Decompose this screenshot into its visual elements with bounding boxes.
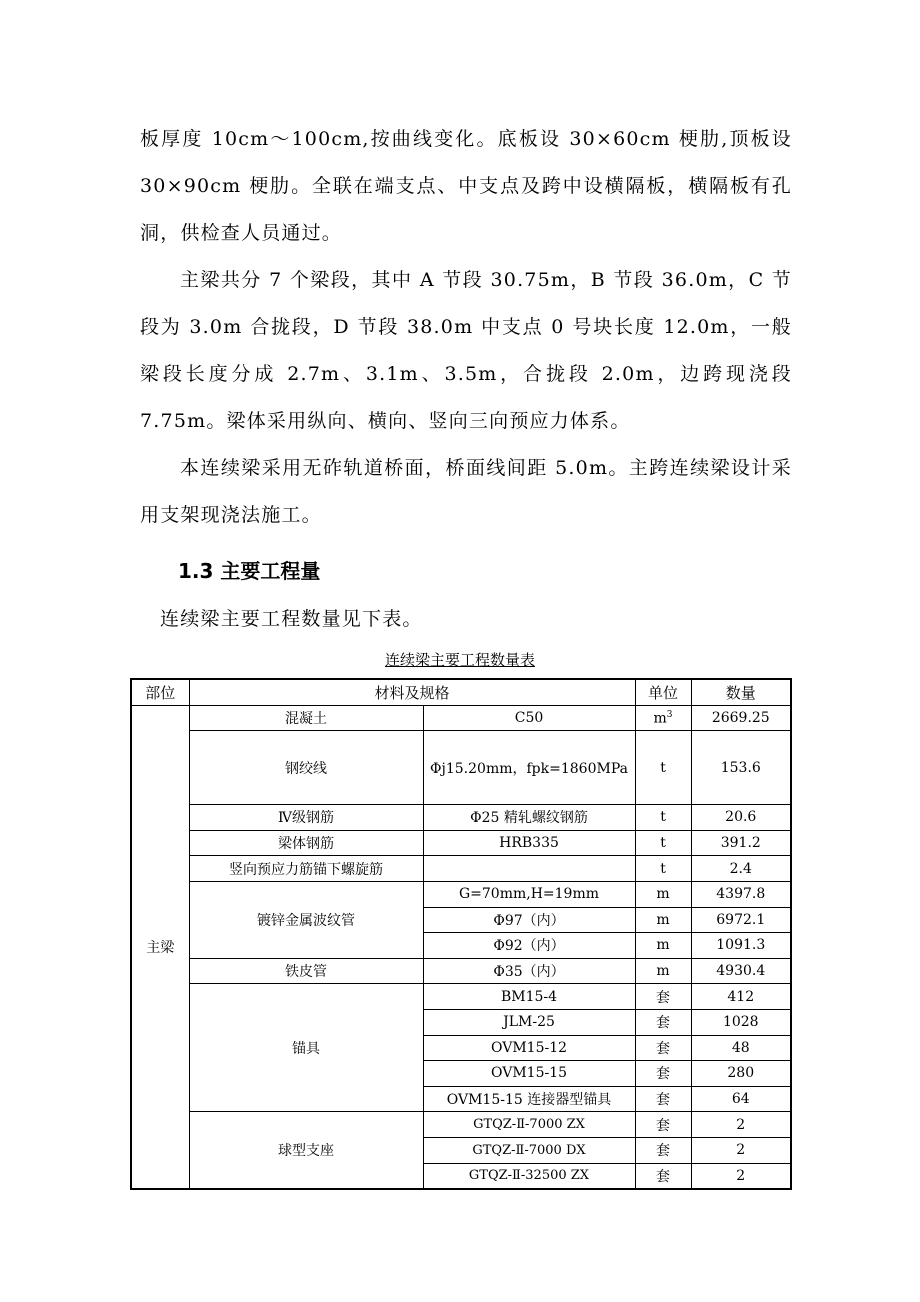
spec-cell: G=70mm,H=19mm [423,881,635,907]
quantity-cell: 280 [691,1061,791,1087]
unit-cell: 套 [635,1035,691,1061]
spec-cell [423,856,635,882]
spec-cell: Φ25 精轧螺纹钢筋 [423,805,635,831]
quantity-cell: 6972.1 [691,907,791,933]
intro-text: 连续梁主要工程数量见下表。 [160,608,423,630]
unit-cell: 套 [635,1061,691,1087]
material-cell: 铁皮管 [189,958,423,984]
unit-cell: t [635,731,691,805]
header-material: 材料及规格 [189,679,635,705]
spec-cell: Φj15.20mm，fpk=1860MPa [423,731,635,805]
quantity-cell: 64 [691,1086,791,1112]
spec-cell: GTQZ-Ⅱ-32500 ZX [423,1163,635,1189]
unit-cell: m [635,933,691,959]
unit-cell: m [635,958,691,984]
quantity-cell: 2 [691,1163,791,1189]
material-cell: 镀锌金属波纹管 [189,881,423,958]
table-row [131,958,791,984]
unit-cell: 套 [635,1086,691,1112]
section-heading: 1.3 主要工程量 [178,559,321,583]
quantity-cell: 2.4 [691,856,791,882]
spec-cell: GTQZ-Ⅱ-7000 ZX [423,1112,635,1138]
spec-cell: GTQZ-Ⅱ-7000 DX [423,1137,635,1163]
spec-cell: Φ35（内） [423,958,635,984]
spec-cell: BM15-4 [423,984,635,1010]
spec-cell: Φ92（内） [423,933,635,959]
table-row [131,1112,791,1138]
unit-cell: t [635,805,691,831]
paragraph-deck: 本连续梁采用无砟轨道桥面，桥面线间距 5.0m。主跨连续梁设计采用支架现浇法施工。 [140,457,792,526]
quantity-cell: 412 [691,984,791,1010]
quantity-cell: 1028 [691,1009,791,1035]
material-cell: 混凝土 [189,705,423,731]
material-cell: 锚具 [189,984,423,1112]
unit-base: m [653,710,667,727]
unit-cell: 套 [635,984,691,1010]
quantity-cell: 4930.4 [691,958,791,984]
table-row [131,805,791,831]
quantity-cell: 4397.8 [691,881,791,907]
table-row [131,881,791,907]
unit-cell: 套 [635,1137,691,1163]
table-row [131,984,791,1010]
quantity-cell: 2 [691,1112,791,1138]
table-row [131,731,791,805]
table-row [131,856,791,882]
quantity-cell: 2 [691,1137,791,1163]
material-cell: 球型支座 [189,1112,423,1189]
spec-cell: OVM15-15 [423,1061,635,1087]
spec-cell: JLM-25 [423,1009,635,1035]
table-caption: 连续梁主要工程数量表 [384,651,535,669]
paragraph-segments: 主梁共分 7 个梁段，其中 A 节段 30.75m，B 节段 36.0m，C 节段为 3.0m 合拢段，D 节段 38.0m 中支点 0 号块长度 12.0m，一般梁段长度分成 2.7m、3.1m、3.5m，合拢段 2.0m，边跨现浇段 7.75m。梁体采用纵向、横向、竖向三向预应力体系。 [140,269,792,432]
unit-cell: m [635,881,691,907]
header-quantity: 数量 [691,679,791,705]
unit-cell: m [635,907,691,933]
material-cell: Ⅳ级钢筋 [189,805,423,831]
quantity-cell: 391.2 [691,830,791,856]
unit-cell: 套 [635,1163,691,1189]
spec-cell: HRB335 [423,830,635,856]
spec-cell: C50 [423,705,635,731]
quantity-cell: 1091.3 [691,933,791,959]
unit-cell: 套 [635,1009,691,1035]
table-header-row [131,679,791,705]
paragraph-structure: 板厚度 10cm～100cm,按曲线变化。底板设 30×60cm 梗肋,顶板设 30×90cm 梗肋。全联在端支点、中支点及跨中设横隔板，横隔板有孔洞，供检查人员通过。 [140,128,792,244]
unit-superscript: 3 [666,709,673,720]
table-row [131,705,791,731]
unit-cell [635,705,691,731]
quantity-cell: 2669.25 [691,705,791,731]
quantity-cell: 20.6 [691,805,791,831]
material-cell: 梁体钢筋 [189,830,423,856]
unit-cell: 套 [635,1112,691,1138]
quantity-cell: 153.6 [691,731,791,805]
header-unit: 单位 [635,679,691,705]
header-part: 部位 [131,679,189,705]
spec-cell: Φ97（内） [423,907,635,933]
part-cell: 主梁 [131,705,189,1189]
table-row [131,830,791,856]
unit-cell: t [635,856,691,882]
material-cell: 钢绞线 [189,731,423,805]
material-cell: 竖向预应力筋锚下螺旋筋 [189,856,423,882]
unit-cell: t [635,830,691,856]
quantity-table [130,678,792,1190]
quantity-cell: 48 [691,1035,791,1061]
spec-cell: OVM15-12 [423,1035,635,1061]
spec-cell: OVM15-15 连接器型锚具 [423,1086,635,1112]
